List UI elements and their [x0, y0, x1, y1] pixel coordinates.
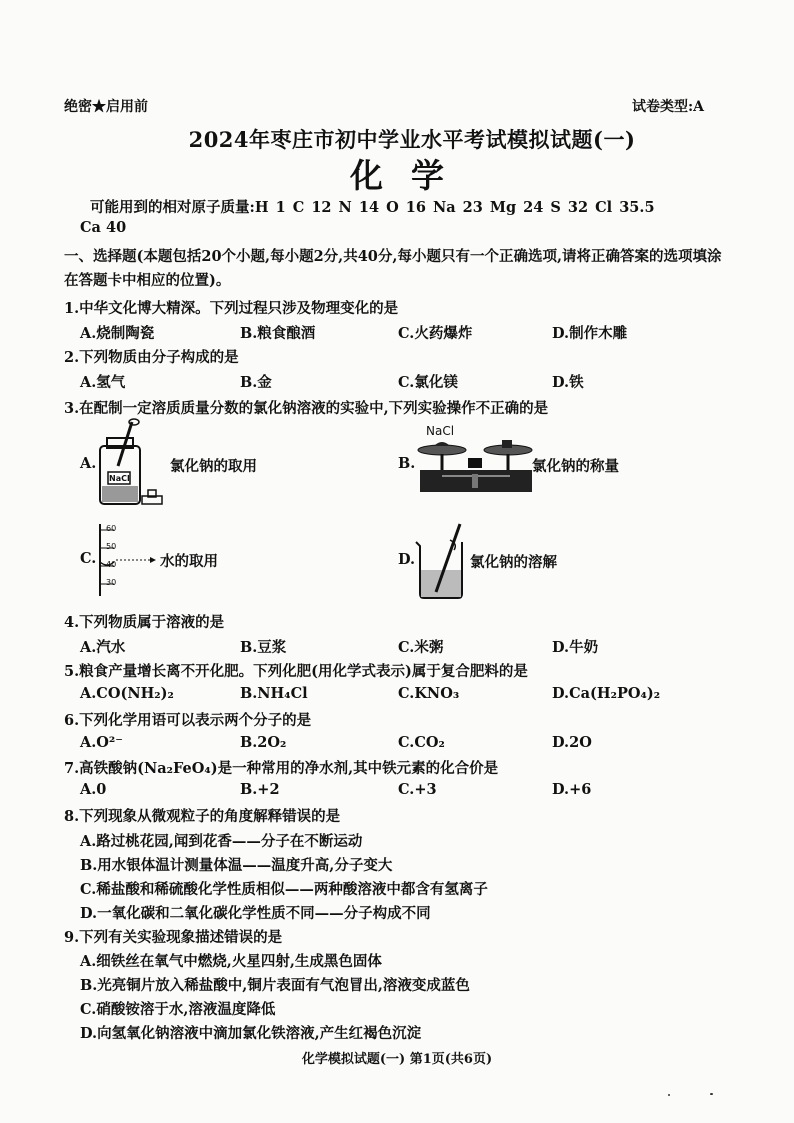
figure-c-caption: 水的取用 [160, 553, 218, 570]
question-6-option-c: C.CO₂ [398, 734, 445, 751]
reagent-bottle-figure [92, 418, 172, 510]
question-8-stem: 8.下列现象从微观粒子的角度解释错误的是 [64, 808, 341, 825]
question-4-option-d: D.牛奶 [552, 639, 599, 656]
question-7-option-b: B.+2 [240, 781, 280, 798]
question-5-stem: 5.粮食产量增长离不开化肥。下列化肥(用化学式表示)属于复合肥料的是 [64, 663, 528, 680]
page-footer: 化学模拟试题(一) 第1页(共6页) [301, 1052, 493, 1067]
cylinder-tick-60: 60 [106, 524, 117, 533]
cylinder-tick-40: 40 [106, 560, 117, 569]
cylinder-tick-30: 30 [106, 578, 117, 587]
question-5-option-a: A.CO(NH₂)₂ [80, 685, 174, 702]
subject-title: 化学 [350, 156, 472, 195]
question-5-option-c: C.KNO₃ [398, 685, 460, 702]
question-7-stem: 7.高铁酸钠(Na₂FeO₄)是一种常用的净水剂,其中铁元素的化合价是 [64, 760, 499, 777]
question-2-option-b: B.金 [240, 374, 272, 391]
question-6-option-a: A.O²⁻ [80, 734, 123, 751]
figure-b-letter: B. [398, 455, 416, 472]
question-9-option-b: B.光亮铜片放入稀盐酸中,铜片表面有气泡冒出,溶液变成蓝色 [80, 977, 470, 994]
question-8-option-b: B.用水银体温计测量体温——温度升高,分子变大 [80, 857, 393, 874]
question-5-option-d: D.Ca(H₂PO₄)₂ [552, 685, 661, 702]
paper-type-label: 试卷类型:A [632, 99, 705, 115]
question-2-option-d: D.铁 [552, 374, 584, 391]
question-4-stem: 4.下列物质属于溶液的是 [64, 614, 225, 631]
figure-a-label: NaCl [109, 474, 130, 483]
exam-title: 2024年枣庄市初中学业水平考试模拟试题(一) [188, 127, 636, 152]
balance-figure [412, 436, 540, 500]
question-4-option-a: A.汽水 [80, 639, 126, 656]
graduated-cylinder-figure [96, 522, 156, 598]
cylinder-tick-50: 50 [106, 542, 117, 551]
question-8-option-d: D.一氧化碳和二氧化碳化学性质不同——分子构成不同 [80, 905, 431, 922]
question-8-option-a: A.路过桃花园,闻到花香——分子在不断运动 [80, 833, 363, 850]
question-9-option-c: C.硝酸铵溶于水,溶液温度降低 [80, 1001, 276, 1018]
question-5-option-b: B.NH₄Cl [240, 685, 308, 702]
question-6-option-b: B.2O₂ [240, 734, 287, 751]
question-7-option-c: C.+3 [398, 781, 437, 798]
question-3-stem: 3.在配制一定溶质质量分数的氯化钠溶液的实验中,下列实验操作不正确的是 [64, 400, 549, 417]
question-9-stem: 9.下列有关实验现象描述错误的是 [64, 929, 283, 946]
question-1-option-d: D.制作木雕 [552, 325, 628, 342]
question-2-option-a: A.氢气 [80, 374, 126, 391]
section-instructions: 一、选择题(本题包括20个小题,每小题2分,共40分,每小题只有一个正确选项,请将正确答案的选项填涂在答题卡中相应的位置)。 [64, 248, 722, 289]
question-6-option-d: D.2O [552, 734, 592, 751]
atomic-mass-line-1: 可能用到的相对原子质量:H 1 C 12 N 14 O 16 Na 23 Mg 24 S 32 Cl 35.5 [90, 199, 655, 216]
beaker-figure [412, 522, 472, 600]
question-1-option-c: C.火药爆炸 [398, 325, 473, 342]
figure-a-letter: A. [80, 455, 97, 472]
question-4-option-b: B.豆浆 [240, 639, 287, 656]
atomic-mass-line-2: Ca 40 [80, 219, 127, 236]
question-1-option-a: A.烧制陶瓷 [80, 325, 155, 342]
figure-c-letter: C. [80, 550, 97, 567]
figure-d-caption: 氯化钠的溶解 [470, 554, 557, 571]
question-9-option-a: A.细铁丝在氧气中燃烧,火星四射,生成黑色固体 [80, 953, 382, 970]
question-7-option-d: D.+6 [552, 781, 592, 798]
figure-b-caption: 氯化钠的称量 [532, 458, 619, 475]
figure-a-caption: 氯化钠的取用 [170, 458, 257, 475]
question-7-option-a: A.0 [80, 781, 107, 798]
figure-d-letter: D. [398, 551, 416, 568]
scan-speck [668, 1094, 670, 1096]
question-6-stem: 6.下列化学用语可以表示两个分子的是 [64, 712, 312, 729]
question-2-option-c: C.氯化镁 [398, 374, 458, 391]
figure-b-label: NaCl [426, 424, 455, 438]
question-1-stem: 1.中华文化博大精深。下列过程只涉及物理变化的是 [64, 300, 399, 317]
question-2-stem: 2.下列物质由分子构成的是 [64, 349, 239, 366]
question-1-option-b: B.粮食酿酒 [240, 325, 316, 342]
question-4-option-c: C.米粥 [398, 639, 444, 656]
question-9-option-d: D.向氢氧化钠溶液中滴加氯化铁溶液,产生红褐色沉淀 [80, 1025, 422, 1042]
question-8-option-c: C.稀盐酸和稀硫酸化学性质相似——两种酸溶液中都含有氢离子 [80, 881, 488, 898]
confidential-label: 绝密★启用前 [64, 99, 148, 115]
scan-speck [710, 1093, 713, 1095]
